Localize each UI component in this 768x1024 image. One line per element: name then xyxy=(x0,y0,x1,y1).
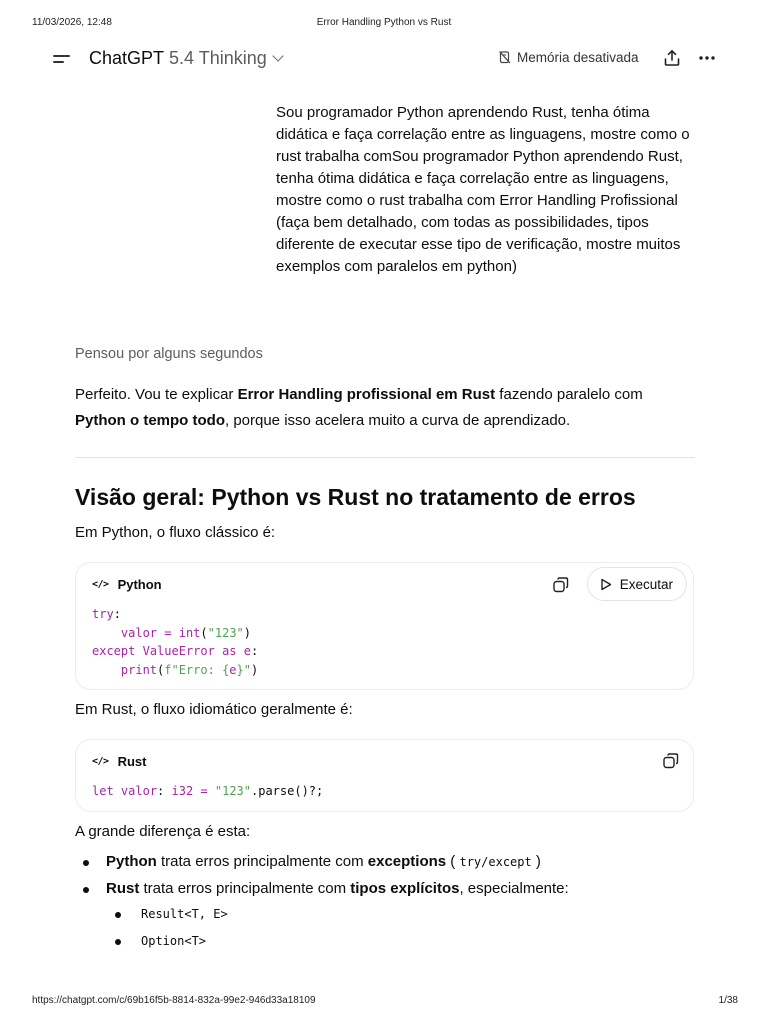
code-language: Python xyxy=(117,577,162,592)
code-icon: </> xyxy=(92,756,109,767)
bullet-icon xyxy=(83,887,89,893)
run-code-button[interactable] xyxy=(587,567,687,601)
memory-label: Memória desativada xyxy=(517,50,639,65)
print-title: Error Handling Python vs Rust xyxy=(316,17,452,28)
code-block-rust xyxy=(75,739,694,812)
copy-icon[interactable] xyxy=(552,576,570,594)
code-language: Rust xyxy=(117,754,147,769)
run-label: Executar xyxy=(619,576,673,592)
top-bar xyxy=(0,40,768,78)
bullet-icon xyxy=(83,860,89,866)
memory-off-icon xyxy=(499,51,511,64)
memory-status-button[interactable] xyxy=(499,50,639,65)
print-page-number: 1/38 xyxy=(718,995,738,1006)
copy-icon[interactable] xyxy=(662,752,680,770)
bullet-icon xyxy=(115,912,121,918)
paragraph-rust: Em Rust, o fluxo idiomático geralmente é: xyxy=(75,701,353,718)
divider xyxy=(75,457,695,458)
model-selector[interactable] xyxy=(89,48,282,69)
menu-icon xyxy=(53,55,70,57)
code-block-header xyxy=(92,754,146,769)
print-datetime: 11/03/2026, 12:48 xyxy=(32,17,112,28)
code-icon: </> xyxy=(92,579,109,590)
chevron-down-icon xyxy=(272,50,283,61)
share-icon[interactable] xyxy=(662,48,682,68)
paragraph-difference: A grande diferença é esta: xyxy=(75,823,251,840)
assistant-intro: Perfeito. Vou te explicar Error Handling profissional em Rust fazendo paralelo com Python o tempo todo, porque isso acelera muito a curva de aprendizado. xyxy=(75,386,643,429)
user-message: Sou programador Python aprendendo Rust, tenha ótima didática e faça correlação entre as linguagens, mostre como o rust trabalha comSou programador Python aprendendo Rust, tenha ótima didática e faça correlação entre as linguagens, mostre como o rust trabalha com Error Handling Profissional (faça bem detalhado, com todas as possibilidades, tipos diferente de executar esse tipo de verificação, mostre muitos exemplos com paralelos em python) xyxy=(276,104,690,275)
code-content: try: valor = int("123") except ValueError as e: print(f"Erro: {e}") xyxy=(92,607,259,678)
section-heading: Visão geral: Python vs Rust no tratamento de erros xyxy=(75,484,636,510)
more-options-icon[interactable] xyxy=(697,48,717,68)
code-content: let valor: i32 = "123".parse()?; xyxy=(92,784,324,798)
code-block-python xyxy=(75,562,694,690)
model-name: ChatGPT xyxy=(89,48,165,68)
play-icon xyxy=(600,578,612,591)
model-version: 5.4 Thinking xyxy=(169,48,267,68)
print-url: https://chatgpt.com/c/69b16f5b-8814-832a-99e2-946d33a18109 xyxy=(32,995,316,1006)
thought-summary[interactable]: Pensou por alguns segundos xyxy=(75,346,263,362)
paragraph-python: Em Python, o fluxo clássico é: xyxy=(75,524,276,541)
code-block-header xyxy=(92,577,162,592)
sidebar-toggle-button[interactable] xyxy=(50,47,74,71)
bullet-icon xyxy=(115,939,121,945)
